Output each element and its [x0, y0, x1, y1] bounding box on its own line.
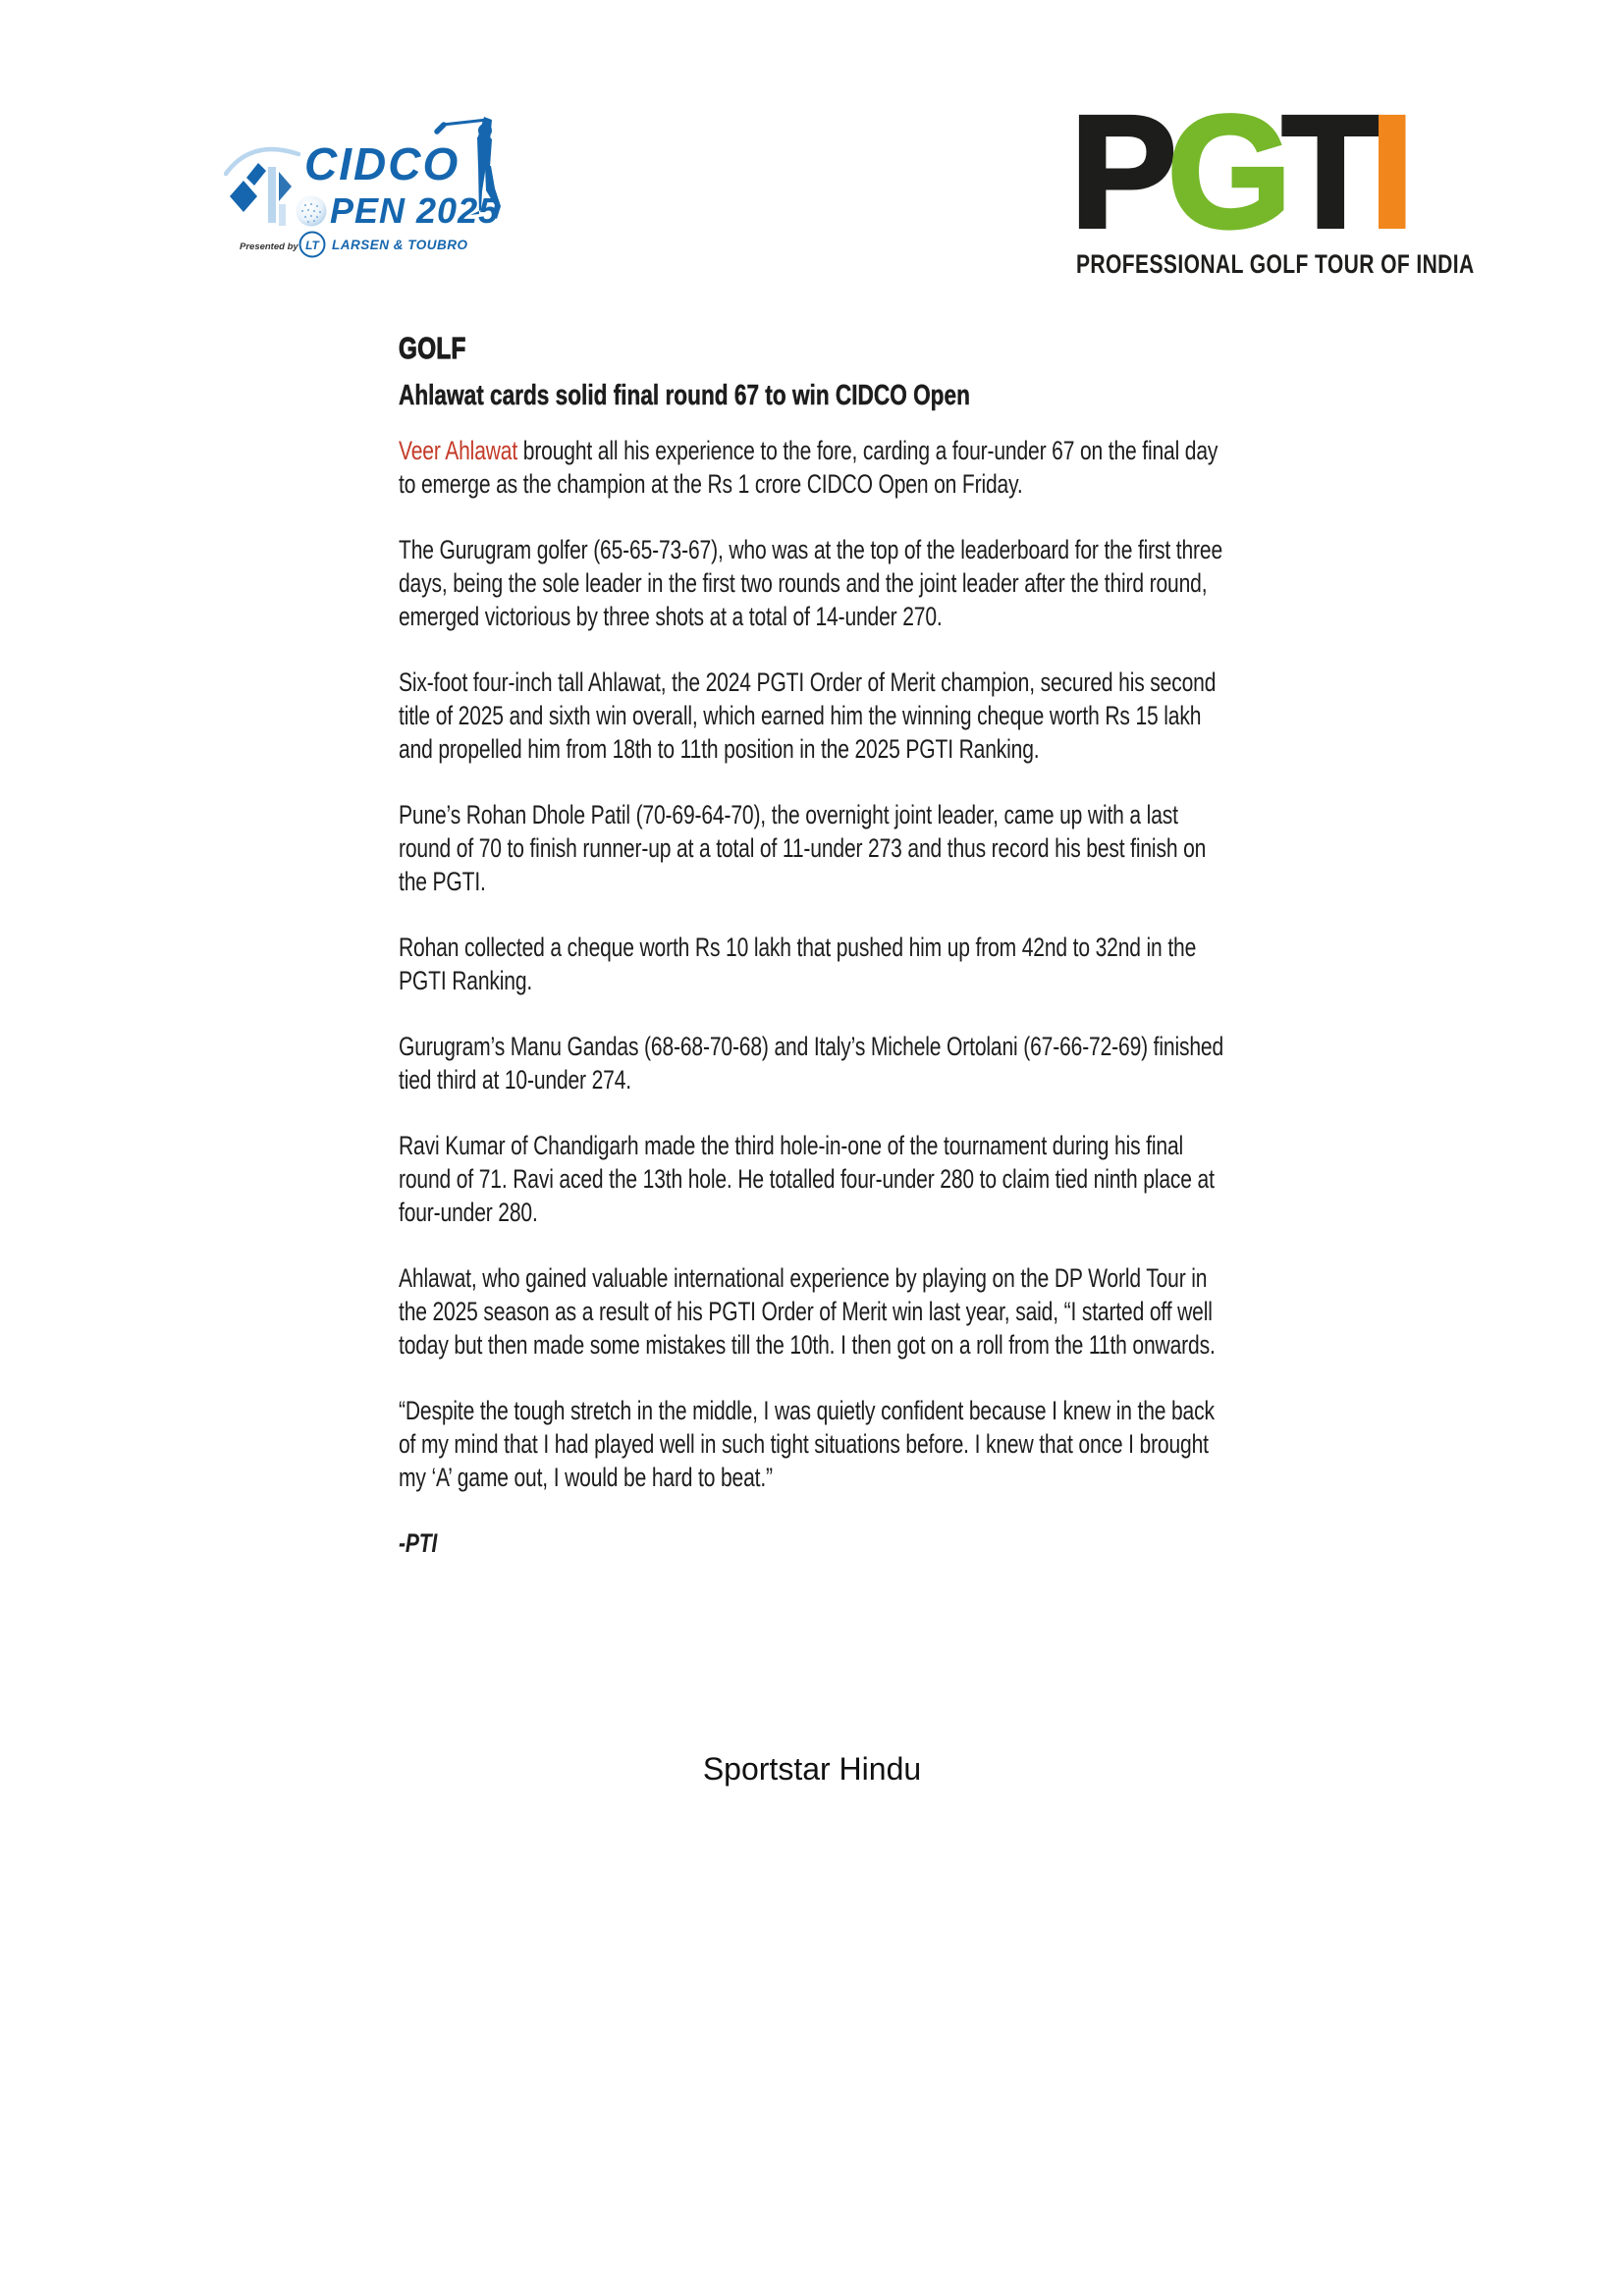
- presented-by-label: Presented by: [240, 241, 298, 252]
- lead-paragraph: [399, 434, 1223, 501]
- player-name-highlight: Veer Ahlawat: [399, 436, 518, 465]
- lead-paragraph-text: brought all his experience to the fore, carding a four-under 67 on the final day to emerge as the champion at the Rs 1 crore CIDCO Open on Friday.: [399, 436, 1218, 499]
- lt-logo-icon: [300, 233, 325, 257]
- pgti-tagline: PROFESSIONAL GOLF TOUR OF INDIA: [1076, 249, 1475, 279]
- lt-monogram-text: LT: [305, 239, 319, 252]
- article-headline: Ahlawat cards solid final round 67 to win CIDCO Open: [399, 380, 970, 411]
- cidco-open-year-text: PEN 2025: [330, 190, 500, 231]
- article-paragraph: Six-foot four-inch tall Ahlawat, the 2024 PGTI Order of Merit champion, secured his second title of 2025 and sixth win overall, which earned him the winning cheque worth Rs 15 lakh and propelled him from 18th to 11th position in the 2025 PGTI Ranking.: [399, 667, 1217, 764]
- article-paragraph: Ravi Kumar of Chandigarh made the third hole-in-one of the tournament during his final round of 71. Ravi aced the 13th hole. He totalled four-under 280 to claim tied ninth place at four-under 280.: [399, 1131, 1215, 1227]
- pgti-letter-p: P: [1070, 81, 1167, 261]
- article-paragraph: “Despite the tough stretch in the middle, I was quietly confident because I knew in the back of my mind that I had played well in such tight situations before. I knew that once I brought my ‘A’ game out, I would be hard to beat.”: [399, 1396, 1215, 1492]
- cidco-open-logo: [224, 101, 568, 270]
- article-body: [399, 331, 1223, 1592]
- article-paragraph: Rohan collected a cheque worth Rs 10 lakh that pushed him up from 42nd to 32nd in the PGTI Ranking.: [399, 933, 1197, 995]
- agency-byline: -PTI: [399, 1528, 438, 1558]
- cidco-emblem-icon: [226, 149, 298, 226]
- article-paragraph: Pune’s Rohan Dhole Patil (70-69-64-70), the overnight joint leader, came up with a last round of 70 to finish runner-up at a total of 11-under 273 and thus record his best finish on the PGTI.: [399, 800, 1207, 896]
- article-paragraph: Gurugram’s Manu Gandas (68-68-70-68) and Italy’s Michele Ortolani (67-66-72-69) finished tied third at 10-under 274.: [399, 1032, 1224, 1095]
- pgti-letter-i: I: [1370, 81, 1405, 261]
- pgti-logo: [1070, 81, 1475, 283]
- pgti-letter-t: T: [1281, 81, 1371, 261]
- cidco-wordmark: CIDCO: [304, 138, 460, 189]
- article-paragraph: Ahlawat, who gained valuable international experience by playing on the DP World Tour in the 2025 season as a result of his PGTI Order of Merit win last year, said, “I started off well today but then made some mistakes till the 10th. I then got on a roll from the 11th onwards.: [399, 1263, 1216, 1360]
- pgti-wordmark: [1070, 81, 1429, 261]
- article-paragraph: The Gurugram golfer (65-65-73-67), who was at the top of the leaderboard for the first three days, being the sole leader in the first two rounds and the joint leader after the third round, emerged victorious by three shots at a total of 14-under 270.: [399, 535, 1223, 631]
- pgti-letter-g: G: [1166, 81, 1282, 261]
- golf-ball-icon: [297, 196, 327, 227]
- cidco-logo-graphic: [224, 101, 568, 270]
- source-attribution: Sportstar Hindu: [702, 1751, 922, 1787]
- section-kicker: GOLF: [399, 331, 466, 365]
- sponsor-name: LARSEN & TOUBRO: [332, 238, 468, 252]
